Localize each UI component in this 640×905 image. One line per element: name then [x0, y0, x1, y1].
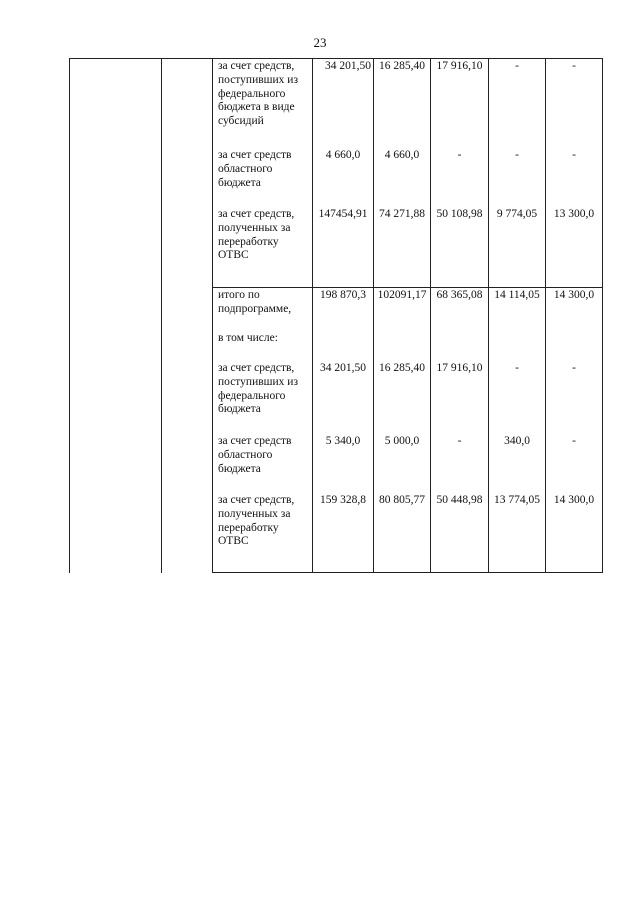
table-row — [70, 59, 603, 149]
value-cell: - — [546, 434, 603, 493]
value-cell: - — [546, 148, 603, 207]
value-cell: 50 448,98 — [431, 493, 489, 573]
value-cell: 4 660,0 — [313, 148, 374, 207]
value-cell: 17 916,10 — [431, 361, 489, 434]
value-cell — [431, 331, 489, 361]
row-label: за счет средств, полученных за переработку ОТВС — [213, 493, 313, 573]
value-cell: 13 774,05 — [489, 493, 546, 573]
value-cell: 17 916,10 — [431, 59, 489, 149]
budget-table — [69, 58, 603, 573]
value-cell — [546, 331, 603, 361]
blank-cell-col2 — [162, 59, 213, 573]
value-cell: 80 805,77 — [374, 493, 431, 573]
value-cell: 68 365,08 — [431, 288, 489, 332]
value-cell: - — [431, 434, 489, 493]
value-cell: 34 201,50 — [313, 361, 374, 434]
value-cell — [489, 331, 546, 361]
blank-cell-col1 — [70, 59, 162, 573]
value-cell: 14 114,05 — [489, 288, 546, 332]
value-cell: 34 201,50 — [313, 59, 374, 149]
value-cell — [313, 331, 374, 361]
row-label: за счет средств областного бюджета — [213, 434, 313, 493]
value-cell: 14 300,0 — [546, 288, 603, 332]
row-label: за счет средств, поступивших из федерального бюджета — [213, 361, 313, 434]
value-cell: 159 328,8 — [313, 493, 374, 573]
value-cell: 340,0 — [489, 434, 546, 493]
row-label: за счет средств, полученных за переработку ОТВС — [213, 207, 313, 288]
value-cell: - — [431, 148, 489, 207]
value-cell: - — [489, 361, 546, 434]
page-number: 23 — [313, 35, 327, 50]
value-cell: 16 285,40 — [374, 59, 431, 149]
value-cell: 102091,17 — [374, 288, 431, 332]
value-cell: 4 660,0 — [374, 148, 431, 207]
value-cell — [374, 331, 431, 361]
value-cell: - — [546, 361, 603, 434]
row-label: за счет средств областного бюджета — [213, 148, 313, 207]
row-label: за счет средств, поступивших из федерального бюджета в виде субсидий — [213, 59, 313, 149]
value-cell: 13 300,0 — [546, 207, 603, 288]
value-cell: 147454,91 — [313, 207, 374, 288]
row-label: итого по подпрограмме, — [213, 288, 313, 332]
value-cell: 5 000,0 — [374, 434, 431, 493]
value-cell: 14 300,0 — [546, 493, 603, 573]
value-cell: 198 870,3 — [313, 288, 374, 332]
value-cell: 50 108,98 — [431, 207, 489, 288]
value-cell: 74 271,88 — [374, 207, 431, 288]
value-cell: - — [489, 59, 546, 149]
value-cell: - — [489, 148, 546, 207]
value-cell: 5 340,0 — [313, 434, 374, 493]
row-label: в том числе: — [213, 331, 313, 361]
value-cell: 9 774,05 — [489, 207, 546, 288]
value-cell: - — [546, 59, 603, 149]
value-cell: 16 285,40 — [374, 361, 431, 434]
